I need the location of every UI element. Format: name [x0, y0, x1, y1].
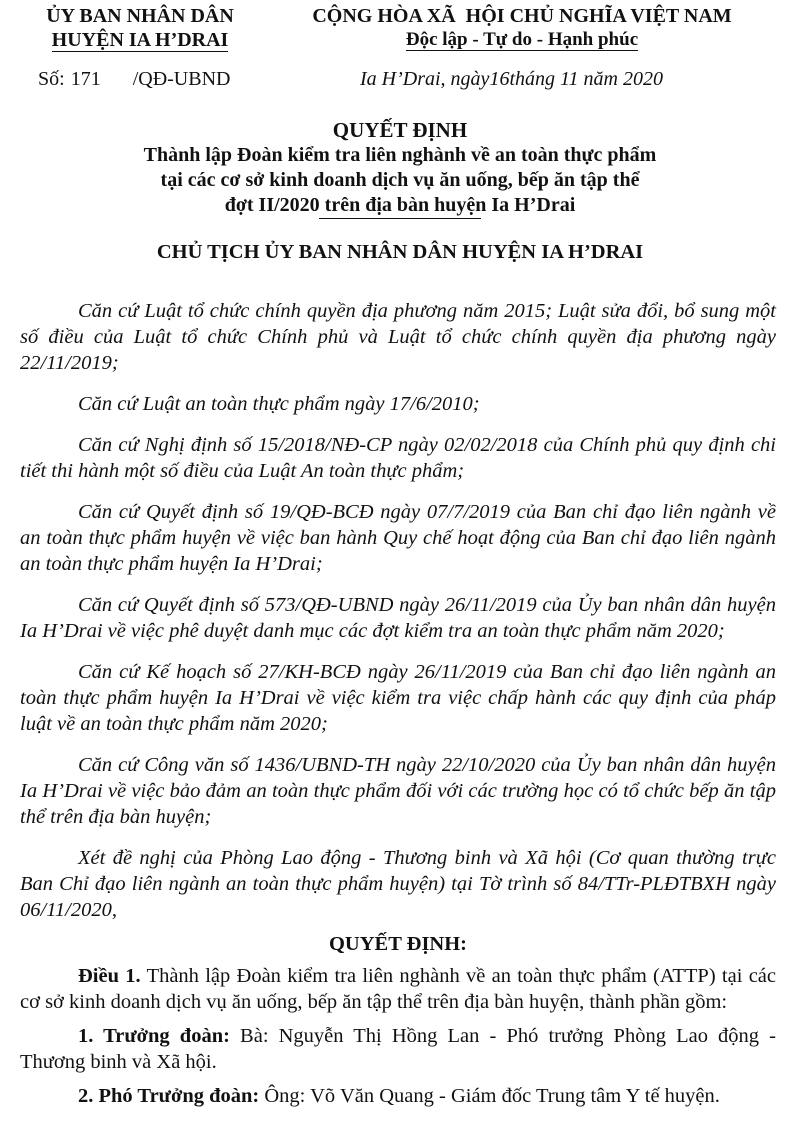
agency-line-2: HUYỆN IA H’DRAI [51, 29, 229, 51]
article-1 [20, 963, 776, 1015]
legal-basis: Căn cứ Kế hoạch số 27/KH-BCĐ ngày 26/11/2019 của Ban chỉ đạo liên ngành an toàn thực phẩm huyện Ia H’Drai về việc kiểm tra việc chấp hành các quy định của pháp luật về an toàn thực phẩm năm 2020; [20, 661, 776, 735]
member-role: 2. Phó Trưởng đoàn: [78, 1085, 260, 1107]
legal-basis: Xét đề nghị của Phòng Lao động - Thương binh và Xã hội (Cơ quan thường trực Ban Chỉ đạo liên ngành an toàn thực phẩm huyện) tại Tờ trình số 84/TTr-PLĐTBXH ngày 06/11/2020, [20, 847, 776, 921]
authority-heading: CHỦ TỊCH ỦY BAN NHÂN DÂN HUYỆN IA H’DRAI [156, 241, 644, 263]
member-role: 1. Trưởng đoàn: [78, 1025, 230, 1047]
title-line-1: Thành lập Đoàn kiểm tra liên nghành về an toàn thực phẩm [143, 144, 657, 166]
date-year: 2020 [622, 68, 663, 90]
document-title [0, 118, 800, 218]
date-day: 16 [489, 68, 510, 90]
legal-basis: Căn cứ Quyết định số 573/QĐ-UBND ngày 26/11/2019 của Ủy ban nhân dân huyện Ia H’Drai về việc phê duyệt danh mục các đợt kiểm tra an toàn thực phẩm năm 2020; [20, 594, 776, 642]
issue-date [360, 68, 663, 91]
document-body [20, 298, 776, 1117]
legal-basis: Căn cứ Luật tổ chức chính quyền địa phương năm 2015; Luật sửa đổi, bổ sung một số điều của Luật tổ chức Chính phủ và Luật tổ chức chính quyền địa phương ngày 22/11/2019; [20, 300, 776, 374]
legal-basis: Căn cứ Công văn số 1436/UBND-TH ngày 22/10/2020 của Ủy ban nhân dân huyện Ia H’Drai về việc bảo đảm an toàn thực phẩm đối với các trường học có tổ chức bếp ăn tập thể trên địa bàn huyện; [20, 754, 776, 828]
national-header [262, 4, 782, 52]
legal-basis: Căn cứ Luật an toàn thực phẩm ngày 17/6/2010; [78, 393, 480, 415]
member-item [20, 1023, 776, 1075]
legal-basis: Căn cứ Quyết định số 19/QĐ-BCĐ ngày 07/7/2019 của Ban chỉ đạo liên ngành về an toàn thực phẩm huyện về việc ban hành Quy chế hoạt động của Ban chỉ đạo liên ngành an toàn thực phẩm huyện Ia H’Drai; [20, 501, 776, 575]
date-place: Ia H’Drai, ngày [360, 68, 490, 90]
agency-line-1: ỦY BAN NHÂN DÂN [46, 5, 234, 27]
date-month: 11 [560, 68, 579, 90]
title-underline [319, 218, 481, 219]
number-prefix: Số: [38, 68, 65, 90]
member-item [20, 1083, 776, 1109]
nation-name: CỘNG HÒA XÃ HỘI CHỦ NGHĨA VIỆT NAM [312, 5, 732, 27]
title-line-3: đợt II/2020 trên địa bàn huyện Ia H’Drai [224, 194, 576, 216]
date-month-label: tháng [509, 68, 555, 90]
title-heading: QUYẾT ĐỊNH [332, 118, 468, 142]
member-detail: Bà: Nguyễn Thị Hồng Lan - Phó trưởng Phòng Lao động - Thương binh và Xã hội. [20, 1025, 776, 1073]
article-1-label: Điều 1. [78, 965, 141, 987]
number-value: 171 [70, 68, 101, 90]
legal-basis: Căn cứ Nghị định số 15/2018/NĐ-CP ngày 02/02/2018 của Chính phủ quy định chi tiết thi hành một số điều của Luật An toàn thực phẩm; [20, 434, 776, 482]
article-1-text: Thành lập Đoàn kiểm tra liên nghành về an toàn thực phẩm (ATTP) tại các cơ sở kinh doanh dịch vụ ăn uống, bếp ăn tập thể trên địa bàn huyện, thành phần gồm: [20, 965, 776, 1013]
decision-heading: QUYẾT ĐỊNH: [328, 933, 467, 955]
document-number [38, 68, 230, 91]
title-line-2: tại các cơ sở kinh doanh dịch vụ ăn uống, bếp ăn tập thể [160, 169, 640, 191]
date-year-label: năm [583, 68, 618, 90]
national-motto: Độc lập - Tự do - Hạnh phúc [405, 29, 639, 50]
issuing-agency [18, 4, 262, 52]
member-detail: Ông: Võ Văn Quang - Giám đốc Trung tâm Y tế huyện. [264, 1085, 720, 1107]
number-suffix: /QĐ-UBND [132, 68, 231, 90]
